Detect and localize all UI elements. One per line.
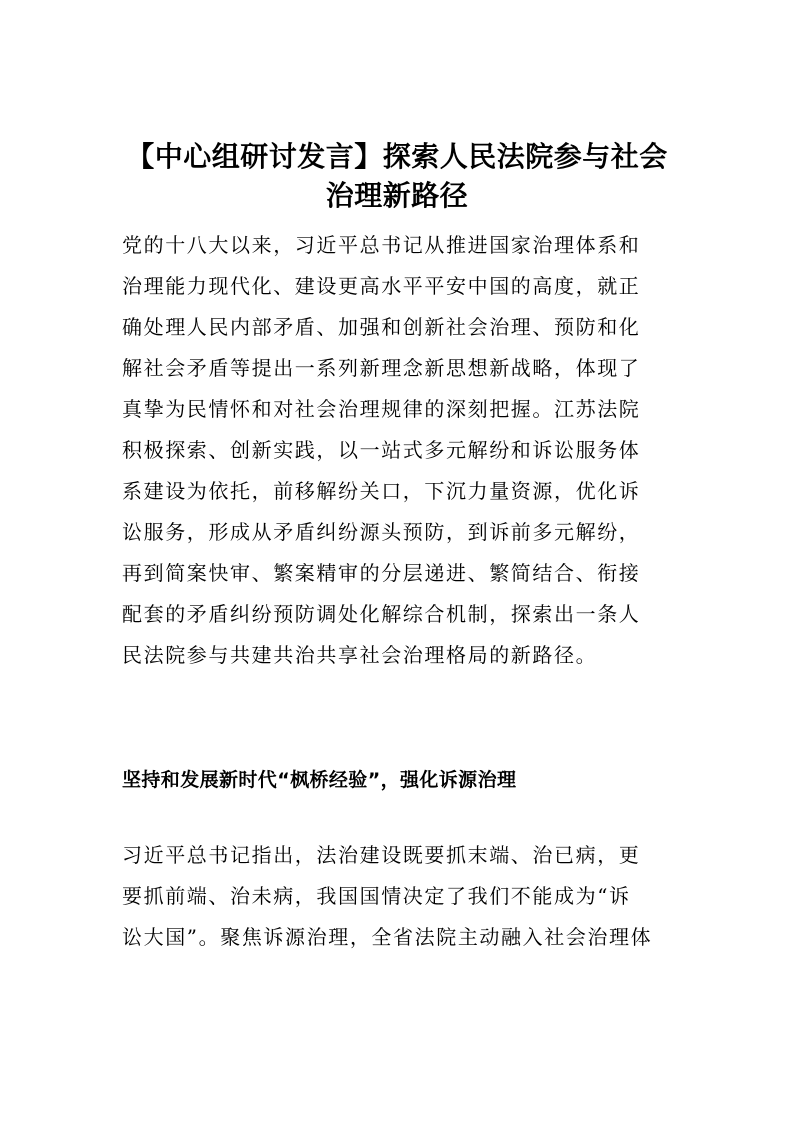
- text-line: 习近平总书记指出，法治建设既要抓末端、治已病，更: [122, 843, 641, 867]
- text-line: 党的十八大以来，习近平总书记从推进国家治理体系和: [122, 233, 641, 257]
- text-line: 民法院参与共建共治共享社会治理格局的新路径。: [122, 643, 598, 667]
- intro-paragraph: [122, 225, 682, 676]
- text-line: 要抓前端、治未病，我国国情决定了我们不能成为“诉: [122, 884, 631, 908]
- text-line: 讼服务，形成从矛盾纠纷源头预防，到诉前多元解纷，: [122, 520, 641, 544]
- text-line: 解社会矛盾等提出一系列新理念新思想新战略，体现了: [122, 356, 641, 380]
- document-title-line-1: 【中心组研讨发言】探索人民法院参与社会: [126, 140, 668, 173]
- text-line: 确处理人民内部矛盾、加强和创新社会治理、预防和化: [122, 315, 641, 339]
- text-line: 治理能力现代化、建设更高水平平安中国的高度，就正: [122, 274, 641, 298]
- section-heading: 坚持和发展新时代“枫桥经验”，强化诉源治理: [122, 769, 517, 791]
- text-line: 配套的矛盾纠纷预防调处化解综合机制，探索出一条人: [122, 602, 641, 626]
- document-title-line-2: 治理新路径: [325, 179, 469, 212]
- section-paragraph: [122, 835, 682, 958]
- text-line: 积极探索、创新实践，以一站式多元解纷和诉讼服务体: [122, 438, 641, 462]
- text-line: 系建设为依托，前移解纷关口，下沉力量资源，优化诉: [122, 479, 641, 503]
- text-line: 再到简案快审、繁案精审的分层递进、繁简结合、衔接: [122, 561, 641, 585]
- text-line: 讼大国”。聚焦诉源治理，全省法院主动融入社会治理体: [122, 925, 653, 949]
- text-line: 真挚为民情怀和对社会治理规律的深刻把握。江苏法院: [122, 397, 641, 421]
